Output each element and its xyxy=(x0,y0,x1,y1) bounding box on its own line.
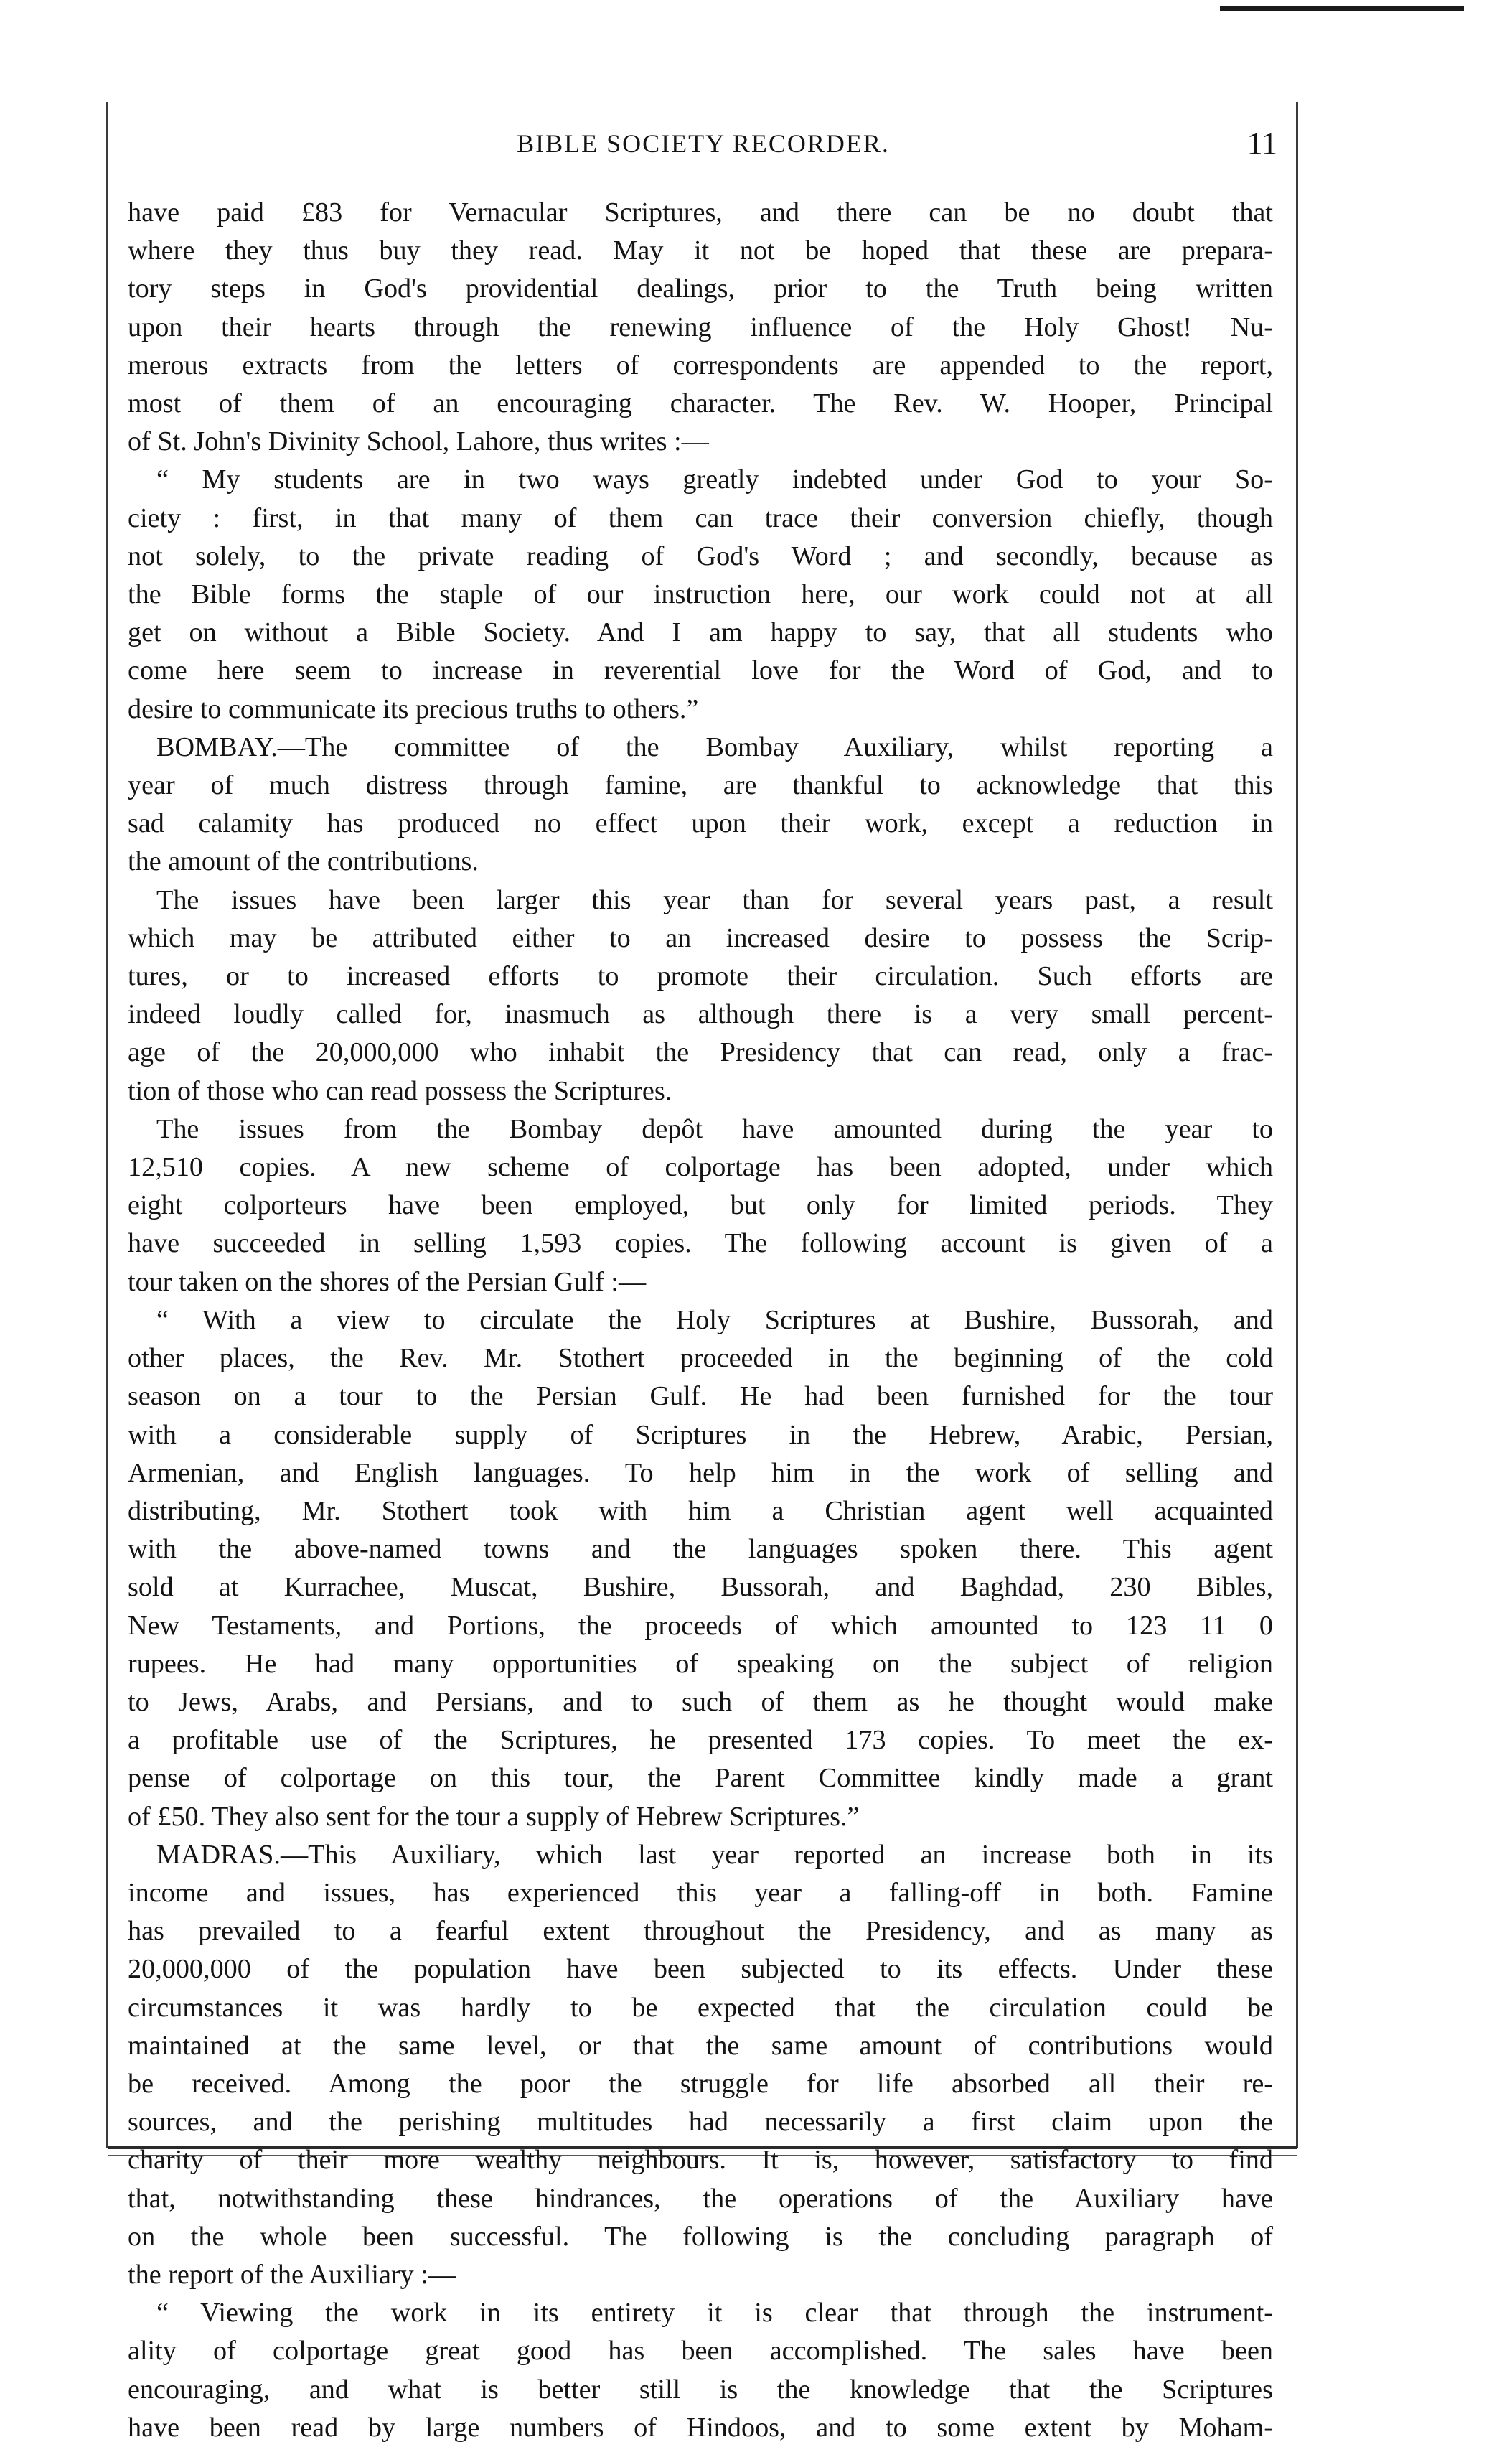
text-line: with the above-named towns and the languages spoken there. This agent xyxy=(128,1534,1273,1565)
text-line: year of much distress through famine, are thankful to acknowledge that this xyxy=(128,770,1273,801)
text-line: of St. John's Divinity School, Lahore, thus writes :— xyxy=(128,426,709,457)
text-line: indeed loudly called for, inasmuch as although there is a very small percent- xyxy=(128,999,1273,1030)
text-line: other places, the Rev. Mr. Stothert proceeded in the beginning of the cold xyxy=(128,1343,1273,1374)
text-line: the Bible forms the staple of our instruction here, our work could not at all xyxy=(128,579,1273,610)
text-line: The issues from the Bombay depôt have amounted during the year to xyxy=(156,1113,1273,1144)
text-line: have paid £83 for Vernacular Scriptures, and there can be no doubt that xyxy=(128,197,1273,228)
text-line: season on a tour to the Persian Gulf. He had been furnished for the tour xyxy=(128,1381,1273,1412)
text-line: The issues have been larger this year than for several years past, a result xyxy=(156,884,1273,915)
text-line: sold at Kurrachee, Muscat, Bushire, Bussorah, and Baghdad, 230 Bibles, xyxy=(128,1572,1273,1603)
text-line: pense of colportage on this tour, the Parent Committee kindly made a grant xyxy=(128,1763,1273,1794)
text-line: have succeeded in selling 1,593 copies. The following account is given of a xyxy=(128,1228,1273,1259)
text-line: that, notwithstanding these hindrances, the operations of the Auxiliary have xyxy=(128,2183,1273,2214)
text-line: “ With a view to circulate the Holy Scriptures at Bushire, Bussorah, and xyxy=(156,1304,1273,1335)
text-line: the amount of the contributions. xyxy=(128,846,479,877)
text-line: maintained at the same level, or that the same amount of contributions would xyxy=(128,2030,1273,2061)
text-line: sad calamity has produced no effect upon their work, except a reduction in xyxy=(128,808,1273,839)
text-line: be received. Among the poor the struggle for life absorbed all their re- xyxy=(128,2068,1273,2099)
text-line: have been read by large numbers of Hindoos, and to some extent by Moham- xyxy=(128,2412,1273,2443)
text-line: “ My students are in two ways greatly indebted under God to your So- xyxy=(156,464,1273,495)
text-line: eight colporteurs have been employed, but only for limited periods. They xyxy=(128,1190,1273,1221)
page-header xyxy=(122,122,1285,165)
text-line: which may be attributed either to an increased desire to possess the Scrip- xyxy=(128,922,1273,953)
text-line: the report of the Auxiliary :— xyxy=(128,2259,456,2290)
text-line: distributing, Mr. Stothert took with him a Christian agent well acquainted xyxy=(128,1495,1273,1526)
running-head: BIBLE SOCIETY RECORDER. xyxy=(517,129,890,158)
text-line: MADRAS.—This Auxiliary, which last year reported an increase both in its xyxy=(156,1839,1273,1870)
text-line: most of them of an encouraging character. The Rev. W. Hooper, Principal xyxy=(128,388,1273,419)
text-line: upon their hearts through the renewing influence of the Holy Ghost! Nu- xyxy=(128,312,1273,342)
text-line: tour taken on the shores of the Persian Gulf :— xyxy=(128,1266,647,1297)
text-line: 12,510 copies. A new scheme of colportage has been adopted, under which xyxy=(128,1152,1273,1183)
text-line: ciety : first, in that many of them can trace their conversion chiefly, though xyxy=(128,502,1273,533)
text-line: where they thus buy they read. May it not be hoped that these are prepara- xyxy=(128,235,1273,266)
text-line: a profitable use of the Scriptures, he presented 173 copies. To meet the ex- xyxy=(128,1725,1273,1756)
left-border-rule xyxy=(106,102,108,2148)
text-line: get on without a Bible Society. And I am happy to say, that all students who xyxy=(128,617,1273,648)
text-line: sources, and the perishing multitudes had necessarily a first claim upon the xyxy=(128,2107,1273,2138)
text-line: age of the 20,000,000 who inhabit the Presidency that can read, only a frac- xyxy=(128,1037,1273,1068)
page-number: 11 xyxy=(1246,126,1277,161)
text-line: has prevailed to a fearful extent throughout the Presidency, and as many as xyxy=(128,1916,1273,1947)
text-line: on the whole been successful. The following is the concluding paragraph of xyxy=(128,2221,1273,2252)
text-line: of £50. They also sent for the tour a supply of Hebrew Scriptures.” xyxy=(128,1801,860,1832)
text-line: 20,000,000 of the population have been subjected to its effects. Under these xyxy=(128,1954,1273,1985)
text-line: circumstances it was hardly to be expected that the circulation could be xyxy=(128,1992,1273,2023)
text-line: “ Viewing the work in its entirety it is clear that through the instrument- xyxy=(156,2298,1273,2329)
text-line: come here seem to increase in reverential love for the Word of God, and to xyxy=(128,655,1273,686)
text-line: BOMBAY.—The committee of the Bombay Auxiliary, whilst reporting a xyxy=(156,731,1273,762)
text-line: Armenian, and English languages. To help him in the work of selling and xyxy=(128,1457,1273,1488)
top-edge-rule xyxy=(1220,6,1464,11)
text-line: not solely, to the private reading of God's Word ; and secondly, because as xyxy=(128,541,1273,571)
body-text xyxy=(128,194,1273,2447)
text-line: New Testaments, and Portions, the proceeds of which amounted to 123 11 0 xyxy=(128,1610,1273,1641)
text-line: rupees. He had many opportunities of speaking on the subject of religion xyxy=(128,1648,1273,1679)
text-line: charity of their more wealthy neighbours. It is, however, satisfactory to find xyxy=(128,2145,1273,2176)
text-line: desire to communicate its precious truths to others.” xyxy=(128,693,699,724)
right-border-rule xyxy=(1296,102,1298,2148)
text-line: to Jews, Arabs, and Persians, and to such of them as he thought would make xyxy=(128,1686,1273,1717)
text-line: merous extracts from the letters of correspondents are appended to the report, xyxy=(128,350,1273,380)
text-line: ality of colportage great good has been accomplished. The sales have been xyxy=(128,2336,1273,2367)
text-line: income and issues, has experienced this year a falling-off in both. Famine xyxy=(128,1877,1273,1908)
text-line: with a considerable supply of Scriptures in the Hebrew, Arabic, Persian, xyxy=(128,1419,1273,1450)
text-line: tures, or to increased efforts to promote their circulation. Such efforts are xyxy=(128,961,1273,992)
text-line: encouraging, and what is better still is the knowledge that the Scriptures xyxy=(128,2374,1273,2405)
text-line: tion of those who can read possess the Scriptures. xyxy=(128,1075,672,1106)
text-line: tory steps in God's providential dealings, prior to the Truth being written xyxy=(128,273,1273,304)
